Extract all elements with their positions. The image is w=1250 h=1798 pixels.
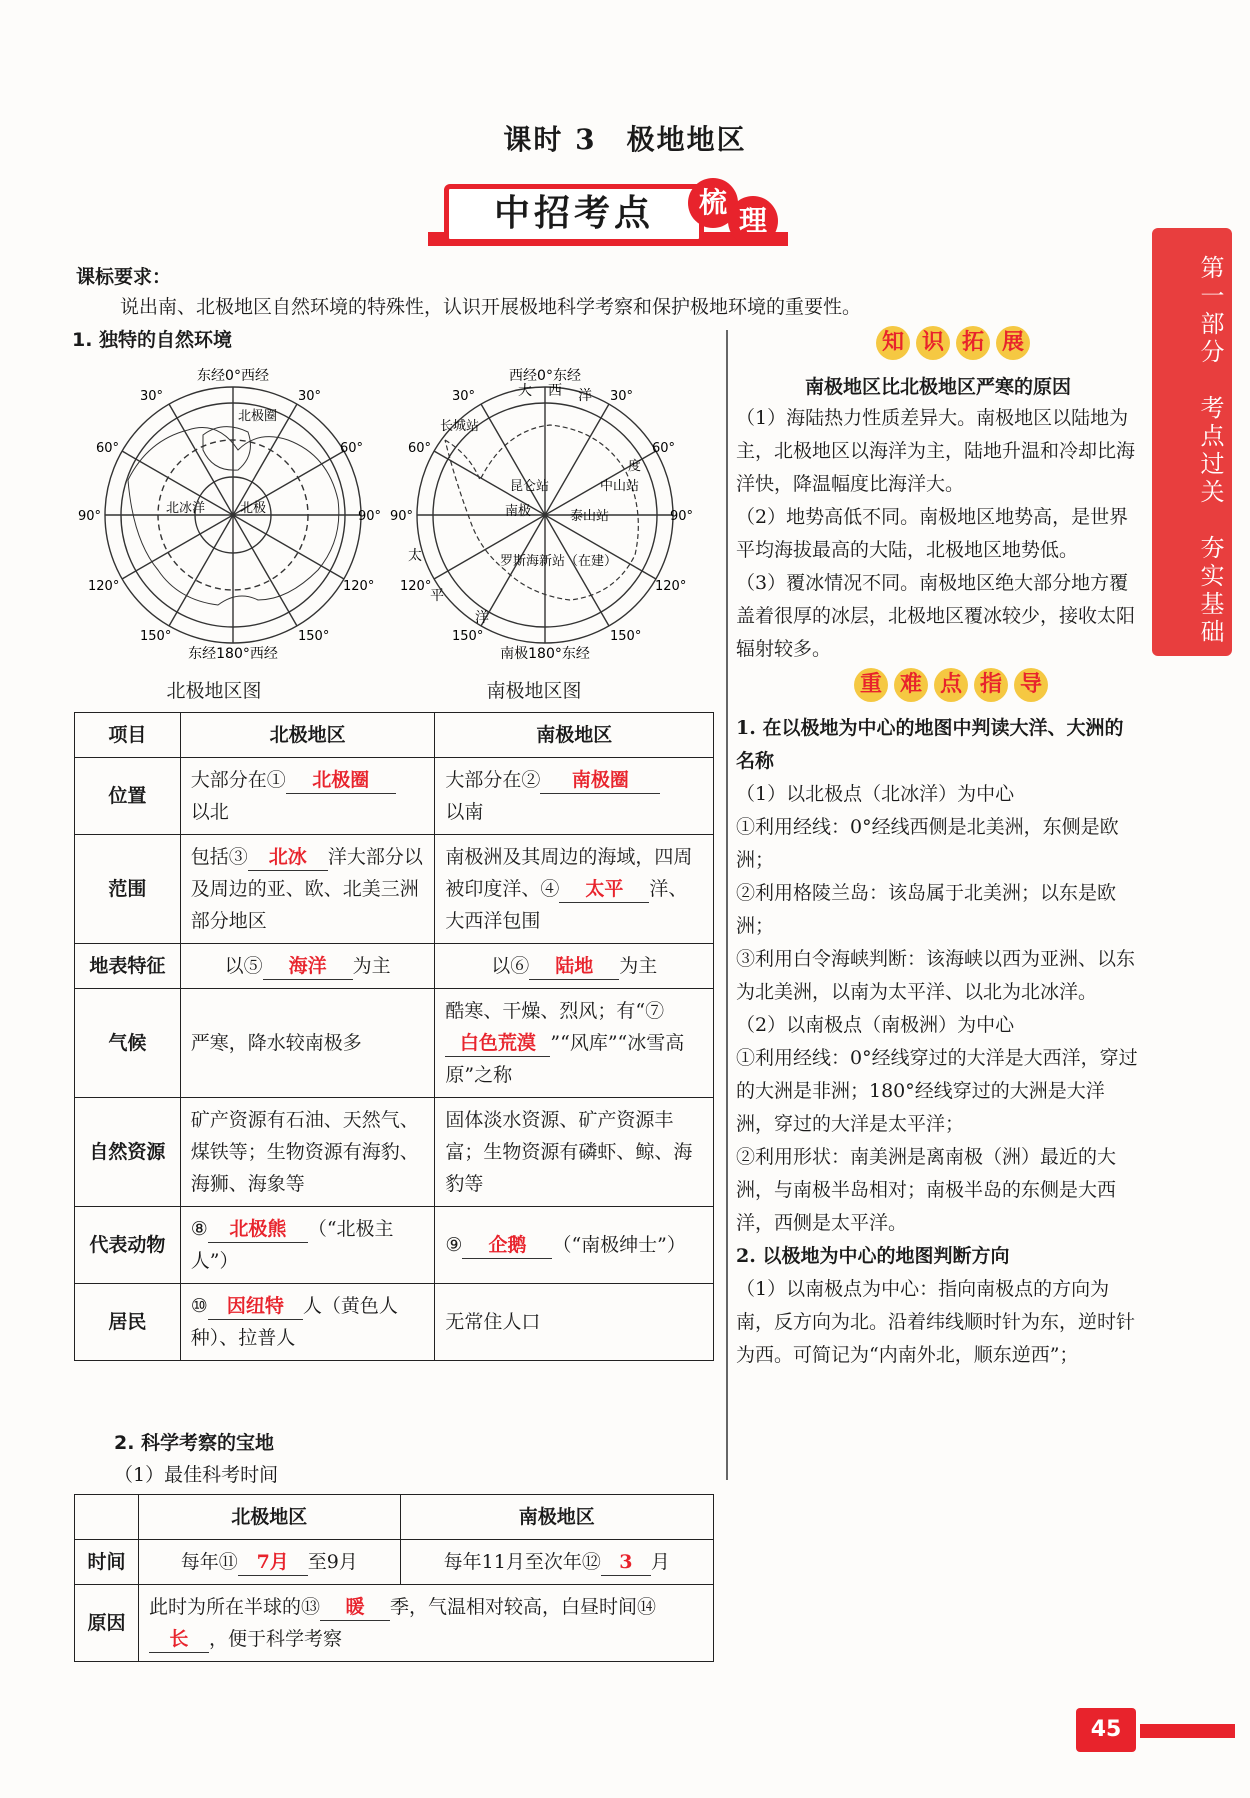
row-label: 代表动物 [75,1207,181,1284]
section1-title: 1. 独特的自然环境 [72,329,233,351]
table-row [75,758,714,835]
south-map-station-rossea: 罗斯海新站（在建） [500,554,618,569]
south-map-tick: 150° [610,629,642,644]
answer-fill: 北极圈 [286,767,396,794]
south-map-tick: 150° [452,629,484,644]
row-label: 范围 [75,835,181,944]
guide-heading: 2. 以极地为中心的地图判断方向 [736,1245,1010,1267]
survey-time-table [74,1494,714,1662]
table-row [75,1540,714,1585]
answer-fill: 白色荒漠 [445,1030,550,1057]
south-map-tick: 90° [670,509,694,524]
south-cell: 酷寒、干燥、烈风；有“⑦白色荒漠 ”“风库”“冰雪高原”之称 [435,989,714,1098]
north-map-arctic-circle-label: 北极圈 [238,409,278,424]
north-map-tick: 150° [298,629,330,644]
south-map-top-label: 西经0°东经 [509,368,581,384]
answer-fill: 太平 [559,876,649,903]
north-map-caption: 北极地区图 [166,680,262,702]
banner-char-1: 梳 [688,178,738,228]
table-header [75,1495,139,1540]
guide-paragraph: ①利用经线：0°经线穿过的大洋是大西洋，穿过的大洲是非洲；180°经线穿过的大洲是大洋洲，穿过的大洋是太平洋； [736,1047,1138,1135]
table-row [75,1207,714,1284]
row-label: 位置 [75,758,181,835]
table-row [75,1585,714,1662]
south-map-caption: 南极地区图 [486,680,582,702]
south-map-tick: 90° [390,509,414,524]
south-map-indian-ocean-char: 度 [628,459,642,474]
polar-comparison-table [74,712,714,1361]
south-cell: 大部分在② 南极圈 以南 [435,758,714,835]
north-map-top-label: 东经0°西经 [197,368,269,384]
guide-paragraph: ③利用白令海峡判断：该海峡以西为亚洲、以东为北美洲，以南为太平洋、以北为北冰洋。 [736,948,1136,1003]
guide-paragraph: ②利用形状：南美洲是离南极（洲）最近的大洲，与南极半岛相对；南极半岛的东侧是大西洋，西侧是太平洋。 [736,1146,1117,1234]
row-label: 居民 [75,1284,181,1361]
north-cell: 严寒，降水较南极多 [180,989,435,1098]
south-map-station-changcheng: 长城站 [440,419,480,434]
north-map-tick: 120° [343,579,375,594]
table-header: 南极地区 [435,713,714,758]
guide-paragraph: （1）以南极点为中心：指向南极点的方向为南，反方向为北。沿着纬线顺时针为东，逆时针为西。可简记为“内南外北，顺东逆西”； [736,1278,1136,1366]
south-cell: 南极洲及其周边的海域，四周被印度洋、④ 太平 洋、大西洋包围 [435,835,714,944]
guide-paragraph: ①利用经线：0°经线西侧是北美洲，东侧是欧洲； [736,816,1119,871]
row-label: 气候 [75,989,181,1098]
guide-paragraph: ②利用格陵兰岛：该岛属于北美洲；以东是欧洲； [736,882,1117,937]
north-map-tick: 30° [298,389,322,404]
answer-fill: 3 [601,1549,651,1576]
page-number: 45 [1076,1708,1136,1752]
south-map-pole-label: 南极 [505,504,532,519]
lesson-title: 课时 3 极地地区 [503,123,747,156]
page-number-bar [1140,1724,1235,1738]
answer-fill: 海洋 [263,953,353,980]
banner-title: 中招考点 [444,184,704,244]
row-label: 时间 [75,1540,139,1585]
north-cell: 每年⑪ 7月 至9月 [138,1540,400,1585]
south-map-tick: 120° [400,579,432,594]
south-map-station-kunlun: 昆仑站 [510,479,550,494]
table-row [75,944,714,989]
knowledge-paragraph: （3）覆冰情况不同。南极地区绝大部分地方覆盖着很厚的冰层，北极地区覆冰较少，接收太阳辐射较多。 [736,572,1136,660]
guide-heading: 1. 在以极地为中心的地图中判读大洋、大洲的名称 [736,717,1124,772]
banner-char-2: 理 [728,196,778,246]
table-header: 项目 [75,713,181,758]
north-map-tick: 60° [96,441,120,456]
north-cell: ⑧ 北极熊 （“北极主人”） [180,1207,435,1284]
south-map-station-taishan: 泰山站 [570,509,610,524]
north-map-tick: 150° [140,629,172,644]
table-row [75,1098,714,1207]
south-cell: 固体淡水资源、矿产资源丰富；生物资源有磷虾、鲸、海豹等 [435,1098,714,1207]
table-header-row [75,1495,714,1540]
south-map-tick: 60° [652,441,676,456]
answer-fill: 北冰 [248,844,328,871]
table-header-row [75,713,714,758]
column-divider [726,330,728,1480]
north-map-tick: 30° [140,389,164,404]
answer-fill: 因纽特 [208,1293,303,1320]
answer-fill: 暖 [320,1594,390,1621]
section2-subtitle: （1）最佳科考时间 [114,1464,279,1486]
guide-paragraph: （2）以南极点（南极洲）为中心 [736,1014,1015,1036]
table-header: 北极地区 [138,1495,400,1540]
table-row [75,1284,714,1361]
knowledge-extension-tag: 知 识 拓 展 [876,326,1036,360]
north-cell: ⑩ 因纽特 人（黄色人种）、拉普人 [180,1284,435,1361]
north-cell: 大部分在① 北极圈 以北 [180,758,435,835]
south-map-ocean-char: 洋 [578,388,592,404]
knowledge-heading: 南极地区比北极地区严寒的原因 [804,376,1071,398]
section2-title: 2. 科学考察的宝地 [114,1432,275,1454]
south-cell: 以⑥ 陆地 为主 [435,944,714,989]
answer-fill: 北极熊 [208,1216,308,1243]
guide-paragraph: （1）以北极点（北冰洋）为中心 [736,783,1015,805]
south-polar-map [390,360,694,662]
row-label: 地表特征 [75,944,181,989]
north-map-tick: 120° [88,579,120,594]
north-map-pole-label: 北极 [240,501,267,516]
table-header: 南极地区 [400,1495,713,1540]
north-map-bottom-label: 东经180°西经 [188,646,278,662]
reason-cell: 此时为所在半球的⑬ 暖 季，气温相对较高，白昼时间⑭长 ，便于科学考察 [138,1585,713,1662]
south-map-ocean-char: 大 [518,383,532,399]
south-map-pacific-char: 洋 [475,610,489,626]
north-map-tick: 90° [78,509,102,524]
north-cell: 包括③ 北冰 洋大部分以及周边的亚、欧、北美三洲部分地区 [180,835,435,944]
south-map-pacific-char: 平 [430,588,444,604]
section-banner [428,178,788,246]
guide-body [736,712,1138,1372]
answer-fill: 长 [149,1626,209,1653]
south-map-tick: 30° [452,389,476,404]
row-label: 原因 [75,1585,139,1662]
answer-fill: 陆地 [529,953,619,980]
north-cell: 矿产资源有石油、天然气、煤铁等；生物资源有海豹、海狮、海象等 [180,1098,435,1207]
answer-fill: 南极圈 [540,767,660,794]
requirement-text: 说出南、北极地区自然环境的特殊性，认识开展极地科学考察和保护极地环境的重要性。 [120,296,862,318]
south-map-ocean-char: 西 [548,383,562,399]
row-label: 自然资源 [75,1098,181,1207]
knowledge-body [736,402,1138,666]
south-cell: ⑨ 企鹅 （“南极绅士”） [435,1207,714,1284]
key-points-tag: 重 难 点 指 导 [854,668,1054,702]
knowledge-paragraph: （2）地势高低不同。南极地区地势高，是世界平均海拔最高的大陆，北极地区地势低。 [736,506,1129,561]
south-map-station-zhongshan: 中山站 [600,479,640,494]
south-map-tick: 120° [655,579,687,594]
south-map-bottom-label: 南极180°东经 [500,646,590,662]
south-cell: 每年11月至次年⑫ 3 月 [400,1540,713,1585]
north-map-ocean-label: 北冰洋 [166,501,206,516]
north-map-tick: 90° [358,509,382,524]
north-cell: 以⑤ 海洋 为主 [180,944,435,989]
south-map-pacific-char: 太 [408,548,422,564]
side-tab: 第一部分 考点过关 夯实基础 [1152,228,1232,656]
table-header: 北极地区 [180,713,435,758]
knowledge-paragraph: （1）海陆热力性质差异大。南极地区以陆地为主，北极地区以海洋为主，陆地升温和冷却比海洋快，降温幅度比海洋大。 [736,407,1136,495]
north-map-tick: 60° [340,441,364,456]
table-row [75,835,714,944]
answer-fill: 7月 [238,1549,308,1576]
north-polar-map [78,360,382,662]
south-map-tick: 30° [610,389,634,404]
requirement-label: 课标要求： [76,266,172,288]
table-row [75,989,714,1098]
answer-fill: 企鹅 [462,1232,552,1259]
south-map-tick: 60° [408,441,432,456]
south-cell: 无常住人口 [435,1284,714,1361]
